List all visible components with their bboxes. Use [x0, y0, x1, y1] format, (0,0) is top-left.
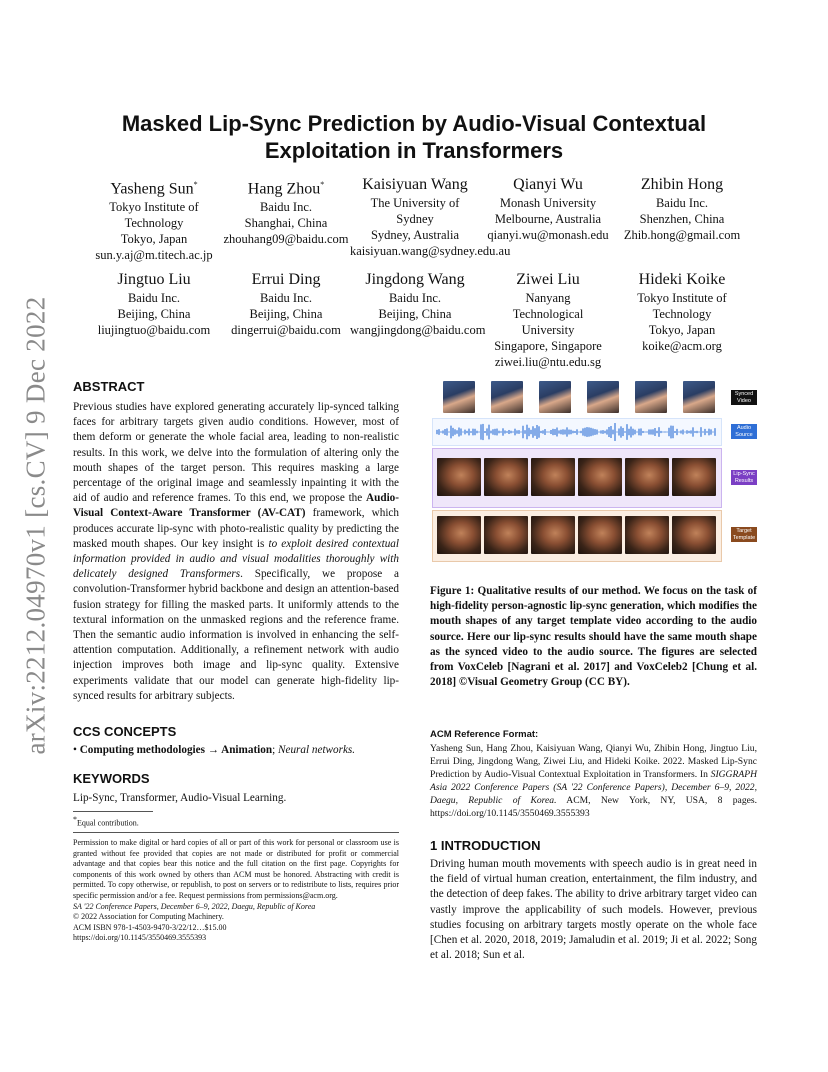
author-affiliation: Nanyang: [525, 291, 571, 305]
abstract-method-name: Audio-Visual Context-Aware Transformer (AV-CAT): [73, 492, 399, 520]
waveform-bars: [437, 423, 715, 441]
author-location: Sydney, Australia: [370, 228, 460, 242]
result-frame: [437, 458, 481, 496]
author-email: sun.y.aj@m.titech.ac.jp: [95, 248, 213, 263]
abstract-body: [73, 400, 399, 704]
author-affiliation: Sydney: [396, 212, 434, 226]
author-location: Beijing, China: [117, 307, 191, 321]
bullet: •: [73, 744, 77, 756]
introduction-heading: 1 INTRODUCTION: [430, 838, 541, 853]
title-line-2: Exploitation in Transformers: [264, 138, 564, 163]
footnote-text: Equal contribution.: [77, 818, 139, 828]
author-affiliation: Tokyo Institute of: [637, 291, 727, 305]
author-name: Kaisiyuan Wang: [362, 176, 468, 193]
template-frame: [484, 516, 528, 554]
author-email: liujingtuo@baidu.com: [97, 323, 211, 337]
author-affiliation: The University of: [370, 196, 460, 210]
footnote-mark: *: [73, 815, 77, 824]
author-affiliation: Technology: [124, 216, 184, 231]
reference-text: Yasheng Sun, Hang Zhou, Kaisiyuan Wang, Qianyi Wu, Zhibin Hong, Jingtuo Liu, Errui Ding, Jingdong Wang, Ziwei Liu, and Hideki Koike. 2022. Masked Lip-Sync Prediction by Audio-Visual Contextual Exploitation in Transformers. In: [430, 743, 757, 780]
author-affiliation: Baidu Inc.: [127, 291, 181, 305]
author-email: dingerrui@baidu.com: [231, 323, 341, 337]
abstract-text: . Specifically, we propose a convolution-Transformer hybrid backbone and design an attention-based fusion strategy for filling the masked parts. It uniformly attends to the textural information on the unmasked regions and the reference frame. Then the semantic audio information is involved in enhancing the self-attention computation. Additionally, a refinement network with audio injection improves both image and lip-sync quality. Extensive experiments validate that our model can generate high-fidelity lip-synced results for arbitrary subjects.: [73, 568, 400, 702]
author-location: Singapore, Singapore: [494, 339, 602, 353]
author-name: Ziwei Liu: [516, 271, 580, 288]
author-name: Qianyi Wu: [513, 176, 583, 193]
figure-1: [432, 378, 762, 568]
ccs-concept-secondary: Neural networks.: [278, 744, 356, 756]
author-name: Zhibin Hong: [640, 176, 724, 193]
audio-source-label: Audio Source: [731, 424, 757, 439]
author-block: [350, 270, 486, 338]
result-frame: [531, 458, 575, 496]
author-name: Jingdong Wang: [365, 271, 465, 288]
synced-frame: [635, 381, 667, 413]
author-affiliation: Tokyo Institute of: [109, 200, 199, 215]
isbn-line: ACM ISBN 978-1-4503-9470-3/22/12…$15.00: [73, 922, 227, 932]
author-location: Beijing, China: [249, 307, 323, 321]
permission-text: Permission to make digital or hard copies of all or part of this work for personal or classroom use is granted without fee provided that copies are not made or distributed for profit or commercial advantage and that copies bear this notice and the full citation on the first page. Copyrights for components of this work owned by others than ACM must be honored. Abstracting with credit is permitted. To copy otherwise, or republish, to post on servers or to redistribute to lists, requires prior specific permission and/or a fee. Request permissions from permissions@acm.org.: [73, 838, 399, 900]
author-affiliation: Baidu Inc.: [655, 196, 709, 210]
template-frame: [578, 516, 622, 554]
synced-frame: [539, 381, 571, 413]
author-email: koike@acm.org: [642, 339, 722, 353]
author-block: [617, 175, 747, 243]
synced-frame: [587, 381, 619, 413]
ccs-concepts: [73, 743, 403, 758]
conference-venue: SA '22 Conference Papers, December 6–9, 2022, Daegu, Republic of Korea: [73, 901, 316, 911]
audio-waveform: [433, 419, 721, 445]
author-name: Hang Zhou: [247, 180, 321, 198]
keywords-text: Lip-Sync, Transformer, Audio-Visual Learning.: [73, 792, 287, 804]
author-block: [88, 175, 220, 263]
abstract-text: Previous studies have explored generating accurately lip-synced talking faces for arbitrary targets given audio conditions. However, most of them deform or generate the whole facial area, leading to non-realistic results. In this work, we delve into the formulation of altering only the mouth shapes of the target person. This requires masking a large percentage of the original image and seamlessly inpainting it with the aid of audio and reference frames. To this end, we propose the: [73, 401, 399, 505]
author-affiliation: Monash University: [499, 196, 597, 210]
author-email: wangjingdong@baidu.com: [350, 323, 486, 337]
abstract-text: framework, which produces accurate lip-sync with photo-realistic quality by predicting the masked mouth shapes. Our key insight is: [73, 507, 399, 550]
author-email: qianyi.wu@monash.edu: [487, 228, 609, 242]
acm-reference-body: [430, 743, 757, 820]
lip-sync-results-strip: [432, 448, 722, 508]
synced-frame: [491, 381, 523, 413]
author-email: zhouhang09@baidu.com: [223, 232, 349, 247]
audio-source-strip: [432, 418, 722, 446]
title-line-1: Masked Lip-Sync Prediction by Audio-Visual Contextual: [121, 111, 707, 136]
author-location: Tokyo, Japan: [648, 323, 716, 337]
author-affiliation: Technology: [652, 307, 712, 321]
lip-sync-results-label: Lip-Sync Results: [731, 470, 757, 485]
result-frame: [484, 458, 528, 496]
figure-caption: Figure 1: Qualitative results of our method. We focus on the task of high-fidelity person-agnostic lip-sync generation, which modifies the mouth shapes of any target template video according to the audio source. Here our lip-sync results should have the same mouth shape as the synced video to the audio source. The figures are selected from VoxCeleb [Nagrani et al. 2017] and VoxCeleb2 [Chung et al. 2018] ©Visual Geometry Group (CC BY).: [430, 585, 757, 689]
author-block: [617, 270, 747, 354]
ccs-heading: CCS CONCEPTS: [73, 724, 177, 739]
author-block: [220, 175, 352, 247]
template-frame: [437, 516, 481, 554]
template-frame: [531, 516, 575, 554]
paper-title: [100, 110, 728, 164]
author-email: kaisiyuan.wang@sydney.edu.au: [350, 244, 511, 258]
author-email: Zhib.hong@gmail.com: [623, 228, 741, 242]
arxiv-sidebar: [16, 290, 56, 760]
author-affiliation: Baidu Inc.: [259, 291, 313, 305]
author-name: Yasheng Sun: [110, 180, 194, 198]
synced-frame: [683, 381, 715, 413]
synced-video-label: Synced Video: [731, 390, 757, 405]
author-name: Hideki Koike: [638, 271, 726, 288]
author-location: Beijing, China: [378, 307, 452, 321]
equal-contribution-mark: *: [320, 180, 325, 189]
author-affiliation: Baidu Inc.: [388, 291, 442, 305]
footnote: [73, 815, 399, 829]
author-name: Jingtuo Liu: [117, 271, 191, 288]
author-location: Shanghai, China: [244, 216, 328, 231]
target-template-label: Target Template: [732, 528, 756, 541]
abstract-key-insight: to exploit desired contextual information provided in audio and visual modalities thoroughly with delicately designed Transformers: [73, 537, 399, 581]
doi-link[interactable]: https://doi.org/10.1145/3550469.3555393: [73, 933, 207, 943]
author-location: Melbourne, Australia: [494, 212, 602, 226]
keywords-heading: KEYWORDS: [73, 771, 150, 786]
permission-rule: [73, 832, 399, 833]
arxiv-identifier: arXiv:2212.04970v1 [cs.CV] 9 Dec 2022: [20, 295, 51, 755]
result-frame: [578, 458, 622, 496]
abstract-heading: ABSTRACT: [73, 379, 145, 394]
synced-video-strip: [432, 380, 722, 416]
author-block: [483, 175, 613, 243]
author-location: Tokyo, Japan: [120, 232, 188, 247]
author-affiliation: University: [521, 323, 575, 337]
author-affiliation: Technological: [512, 307, 584, 321]
footnote-rule: [73, 811, 153, 812]
ccs-concept-primary: Computing methodologies → Animation: [79, 744, 273, 756]
copyright-line: © 2022 Association for Computing Machinery.: [73, 912, 224, 922]
reference-text: ACM, New York, NY, USA, 8 pages. https://doi.org/10.1145/3550469.3555393: [430, 794, 758, 819]
synced-frame: [443, 381, 475, 413]
acm-reference-heading: ACM Reference Format:: [430, 729, 539, 740]
template-frame: [625, 516, 669, 554]
author-block: [88, 270, 220, 338]
author-affiliation: Baidu Inc.: [259, 200, 313, 215]
author-name: Errui Ding: [251, 271, 321, 288]
permission-block: [73, 838, 399, 944]
result-frame: [672, 458, 716, 496]
template-frame: [672, 516, 716, 554]
author-block: [350, 175, 511, 259]
reference-venue: SIGGRAPH Asia 2022 Conference Papers (SA '22 Conference Papers), December 6–9, 2022, Daegu, Republic of Korea.: [430, 768, 757, 806]
author-block: [483, 270, 613, 370]
result-frame: [625, 458, 669, 496]
equal-contribution-mark: *: [193, 180, 198, 189]
author-block: [220, 270, 352, 338]
target-template-strip: [432, 510, 722, 562]
ccs-separator: ;: [272, 744, 279, 756]
author-location: Shenzhen, China: [639, 212, 725, 226]
introduction-text: Driving human mouth movements with speech audio is in great need in the field of virtual human creation, entertainment, the film industry, and the detection of deep fakes. The ability to drive arbitrary target video can vastly improve the applicability of such models. However, previous studies focusing on arbitrary targets mostly operate on the whole face [Chen et al. 2020, 2018, 2019; Jamaludin et al. 2019; Ji et al. 2022; Song et al. 2018; Sun et al.: [430, 858, 757, 962]
author-email: ziwei.liu@ntu.edu.sg: [494, 355, 602, 369]
